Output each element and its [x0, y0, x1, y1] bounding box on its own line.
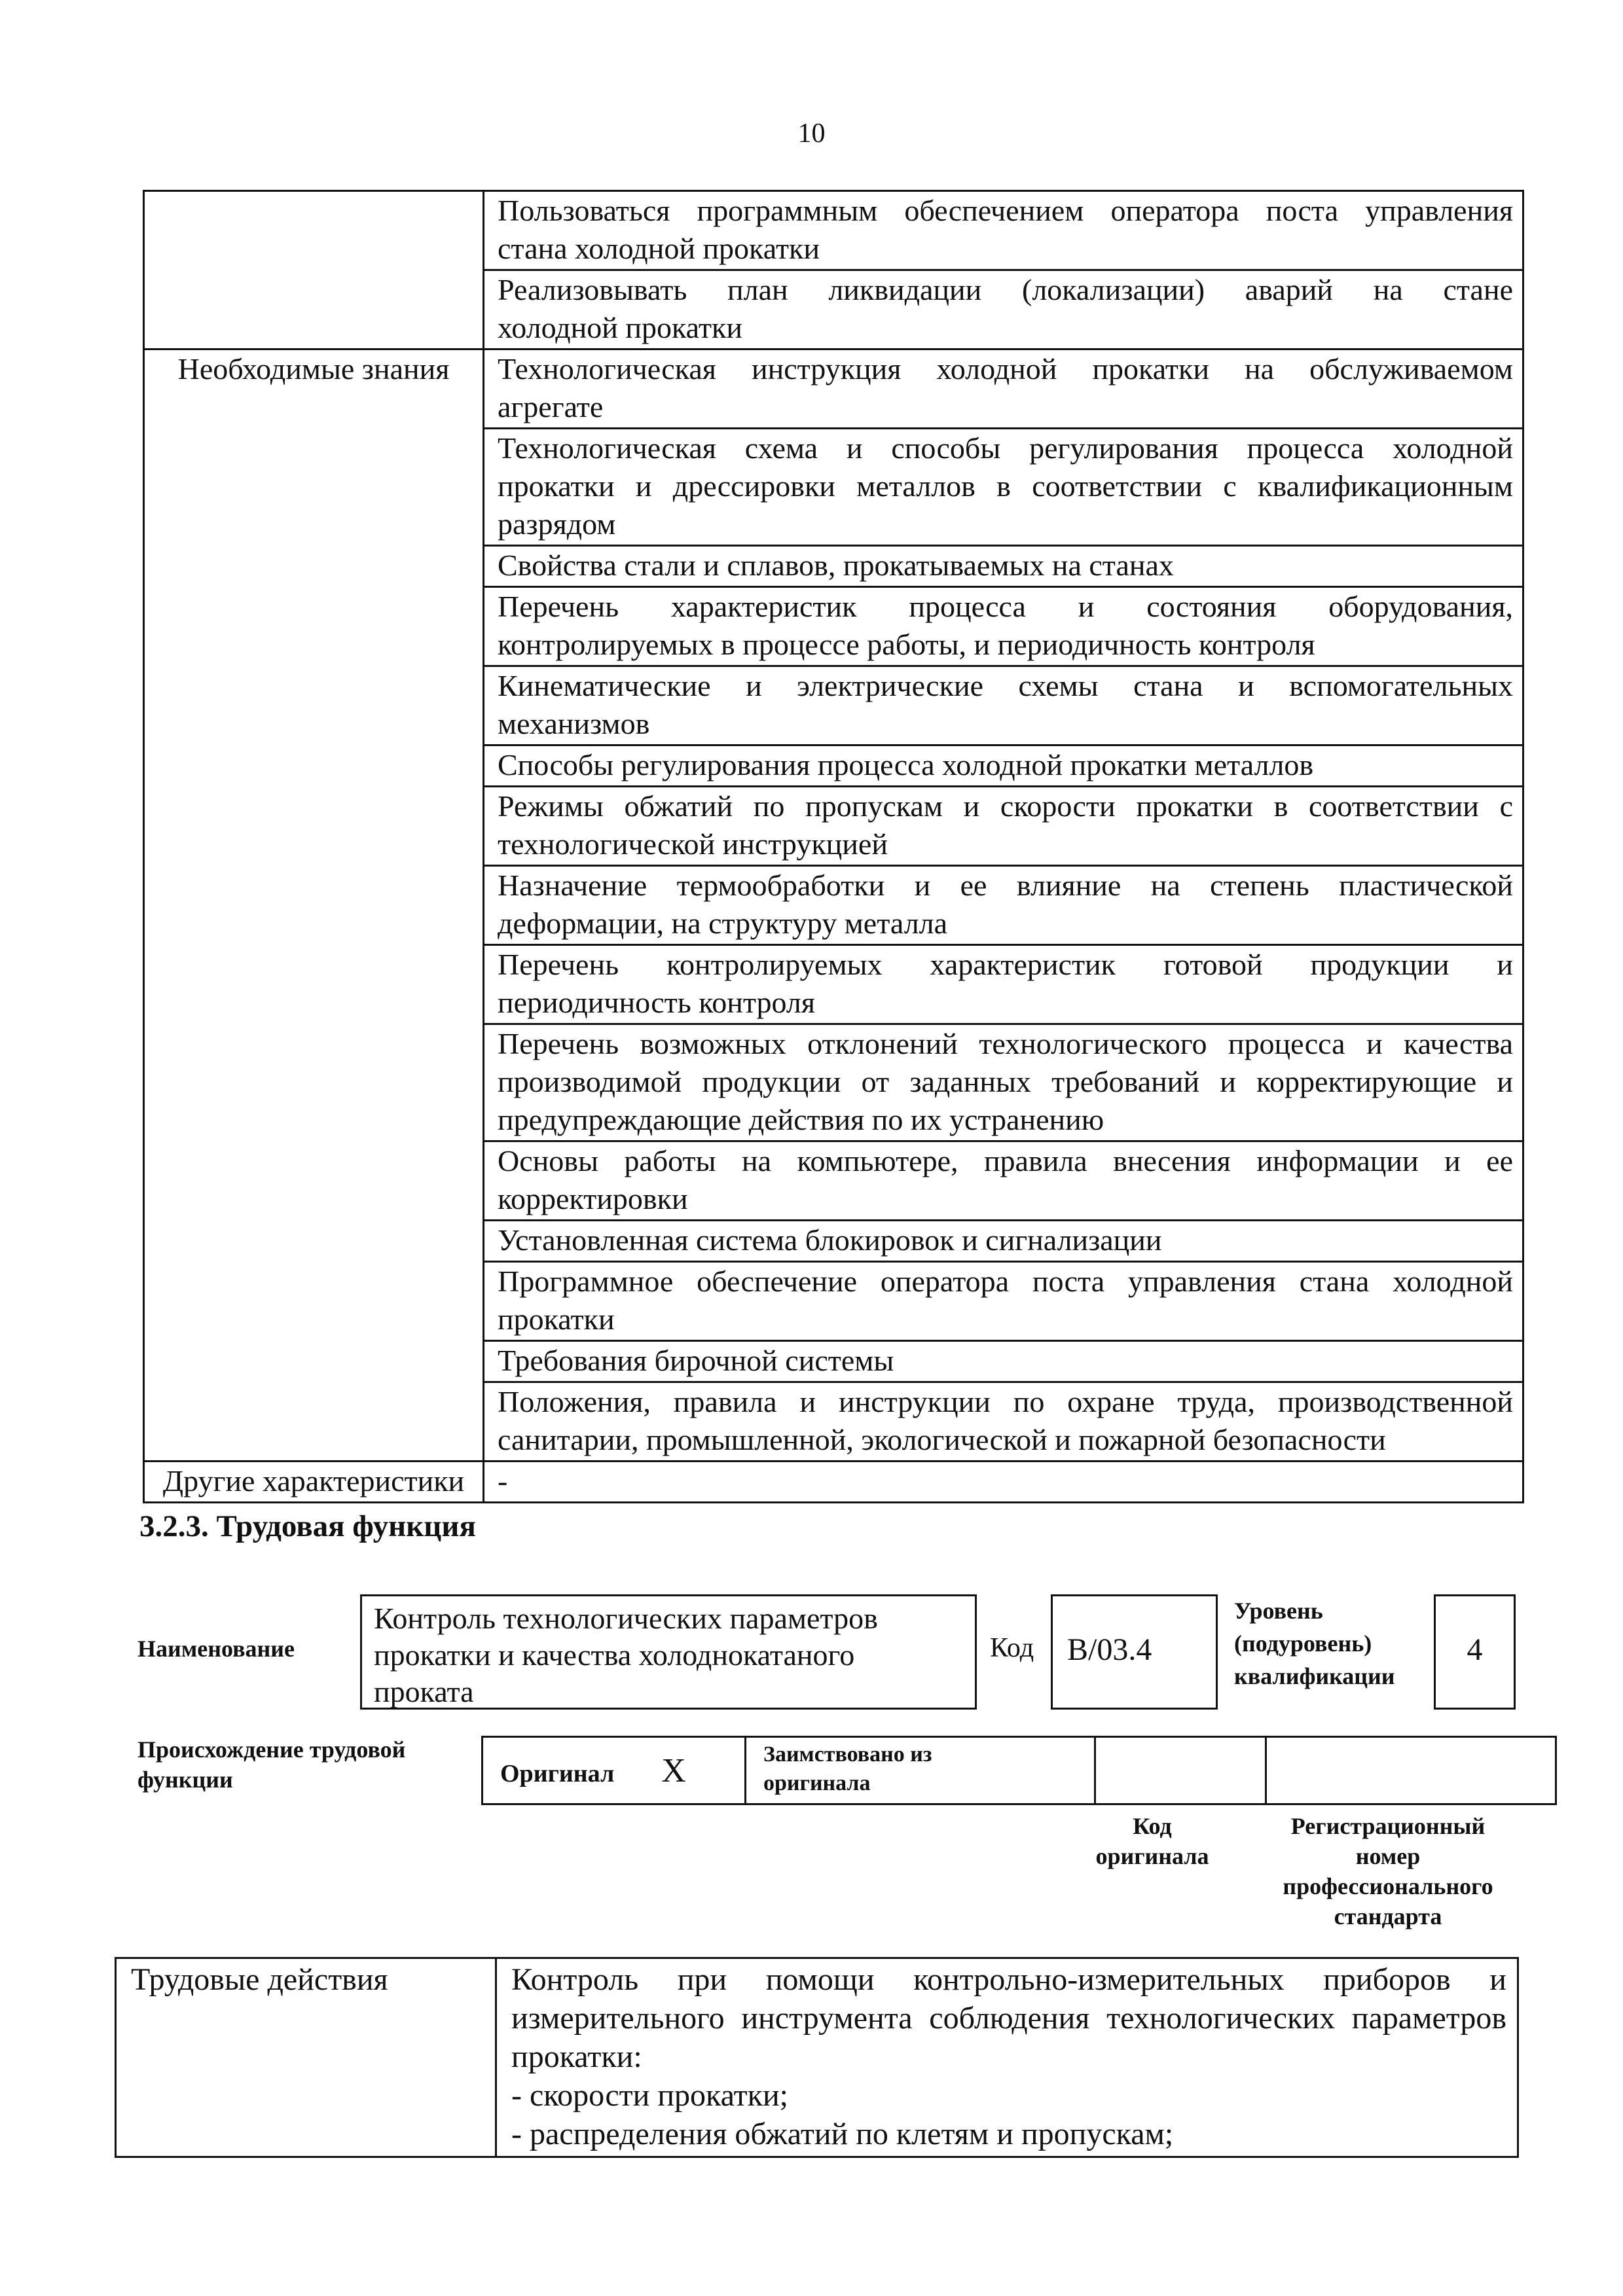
origin-label — [137, 1734, 405, 1795]
cell-line: агрегате — [498, 390, 604, 423]
cell-line: контролируемых в процессе работы, и периодичность контроля — [498, 628, 1315, 661]
name-label: Наименование — [137, 1636, 295, 1662]
borrowed-cell — [746, 1737, 1095, 1804]
table-row — [144, 350, 1523, 429]
knowledge-item — [484, 429, 1523, 546]
registration-caption — [1244, 1811, 1532, 1931]
cell-line: Перечень характеристик процесса и состояния оборудования, — [498, 590, 1513, 623]
registration-number-cell — [1266, 1737, 1556, 1804]
cell-line: технологической инструкцией — [498, 827, 888, 861]
borrowed-line: оригинала — [763, 1771, 871, 1795]
knowledge-item — [484, 745, 1523, 787]
knowledge-item — [484, 546, 1523, 587]
knowledge-item — [484, 866, 1523, 945]
original-cell — [483, 1737, 746, 1804]
section-heading: 3.2.3. Трудовая функция — [139, 1509, 476, 1543]
knowledge-item — [484, 945, 1523, 1024]
cell-line: Требования бирочной системы — [498, 1344, 894, 1377]
other-characteristics-value: - — [484, 1462, 1523, 1503]
labor-action-line: - распределения обжатий по клетям и пропускам; — [511, 2117, 1174, 2151]
function-name-box — [360, 1594, 977, 1710]
labor-action-line: - скорости прокатки; — [511, 2078, 788, 2113]
page-number: 10 — [797, 118, 826, 149]
level-label — [1234, 1594, 1395, 1693]
borrowed-line: Заимствовано из — [763, 1742, 932, 1767]
knowledge-item — [484, 1382, 1523, 1462]
cell-line: Свойства стали и сплавов, прокатываемых на станах — [498, 548, 1174, 582]
cell-line: корректировки — [498, 1182, 688, 1215]
labor-action-line: прокатки: — [511, 2039, 642, 2074]
registration-caption-line: Регистрационный — [1290, 1813, 1486, 1839]
labor-actions-label: Трудовые действия — [116, 1958, 496, 2157]
code-caption-line: Код — [1133, 1813, 1172, 1839]
cell-line: деформации, на структуру металла — [498, 906, 948, 940]
knowledge-item — [484, 1221, 1523, 1262]
function-code-box: В/03.4 — [1051, 1594, 1218, 1710]
origin-label-line: Происхождение трудовой — [137, 1736, 406, 1763]
knowledge-item — [484, 1262, 1523, 1341]
labor-actions-content — [496, 1958, 1518, 2157]
cell-line: Режимы обжатий по пропускам и скорости прокатки в соответствии с — [498, 789, 1513, 823]
cell-line: производимой продукции от заданных требований и корректирующие и — [498, 1065, 1513, 1098]
cell-line: санитарии, промышленной, экологической и пожарной безопасности — [498, 1423, 1386, 1456]
cell-line: Реализовывать план ликвидации (локализации) аварий на стане — [498, 273, 1513, 306]
cell-line: Установленная система блокировок и сигнализации — [498, 1223, 1162, 1257]
labor-action-line: Контроль при помощи контрольно-измерительных приборов и — [511, 1962, 1506, 1997]
other-characteristics-label: Другие характеристики — [144, 1462, 484, 1503]
cell-line: Программное обеспечение оператора поста управления стана холодной — [498, 1265, 1513, 1298]
registration-caption-line: стандарта — [1334, 1903, 1442, 1929]
code-caption-line: оригинала — [1095, 1843, 1209, 1869]
skill-item — [484, 191, 1523, 270]
labor-actions-table — [115, 1957, 1519, 2158]
skill-item — [484, 270, 1523, 350]
cell-line: Назначение термообработки и ее влияние на степень пластической — [498, 869, 1513, 902]
skills-knowledge-table — [143, 190, 1524, 1503]
level-value-box: 4 — [1434, 1594, 1516, 1710]
cell-line: холодной прокатки — [498, 311, 742, 344]
origin-label-line: функции — [137, 1767, 233, 1793]
cell-line: Перечень возможных отклонений технологического процесса и качества — [498, 1027, 1513, 1060]
knowledge-item — [484, 1024, 1523, 1141]
original-label: Оригинал — [500, 1759, 615, 1787]
knowledge-label: Необходимые знания — [144, 350, 484, 1462]
cell-line: прокатки и дрессировки металлов в соответствии с квалификационным — [498, 469, 1513, 503]
original-mark: X — [661, 1751, 686, 1789]
cell-line: Способы регулирования процесса холодной прокатки металлов — [498, 748, 1314, 781]
labor-action-line: измерительного инструмента соблюдения технологических параметров — [511, 2001, 1506, 2036]
table-row — [144, 1462, 1523, 1503]
knowledge-item — [484, 1141, 1523, 1221]
knowledge-item — [484, 1341, 1523, 1382]
cell-line: Основы работы на компьютере, правила внесения информации и ее — [498, 1144, 1513, 1177]
knowledge-item — [484, 787, 1523, 866]
function-name-line: прокатки и качества холоднокатаного — [374, 1638, 855, 1672]
original-code-cell — [1095, 1737, 1266, 1804]
function-name-line: Контроль технологических параметров — [374, 1602, 878, 1635]
level-label-line: квалификации — [1234, 1663, 1395, 1689]
registration-caption-line: номер — [1355, 1843, 1421, 1869]
cell-line: разрядом — [498, 507, 616, 541]
skills-label-cell — [144, 191, 484, 350]
level-label-line: Уровень — [1234, 1598, 1323, 1624]
cell-line: Технологическая схема и способы регулирования процесса холодной — [498, 431, 1513, 465]
function-name-line: проката — [374, 1675, 474, 1708]
cell-line: Технологическая инструкция холодной прокатки на обслуживаемом — [498, 352, 1513, 386]
code-label: Код — [990, 1633, 1034, 1663]
code-caption — [1087, 1811, 1218, 1871]
cell-line: прокатки — [498, 1302, 615, 1336]
registration-caption-line: профессионального — [1283, 1873, 1493, 1899]
origin-table — [481, 1736, 1557, 1805]
cell-line: стана холодной прокатки — [498, 232, 820, 265]
level-label-line: (подуровень) — [1234, 1630, 1372, 1657]
cell-line: Пользоваться программным обеспечением оператора поста управления — [498, 194, 1513, 227]
cell-line: предупреждающие действия по их устранению — [498, 1103, 1104, 1136]
cell-line: Перечень контролируемых характеристик готовой продукции и — [498, 948, 1513, 981]
cell-line: Положения, правила и инструкции по охране труда, производственной — [498, 1385, 1513, 1418]
cell-line: механизмов — [498, 707, 650, 740]
cell-line: периодичность контроля — [498, 986, 816, 1019]
cell-line: Кинематические и электрические схемы стана и вспомогательных — [498, 669, 1513, 702]
table-row — [144, 191, 1523, 270]
knowledge-item — [484, 666, 1523, 745]
knowledge-item — [484, 587, 1523, 666]
knowledge-item — [484, 350, 1523, 429]
